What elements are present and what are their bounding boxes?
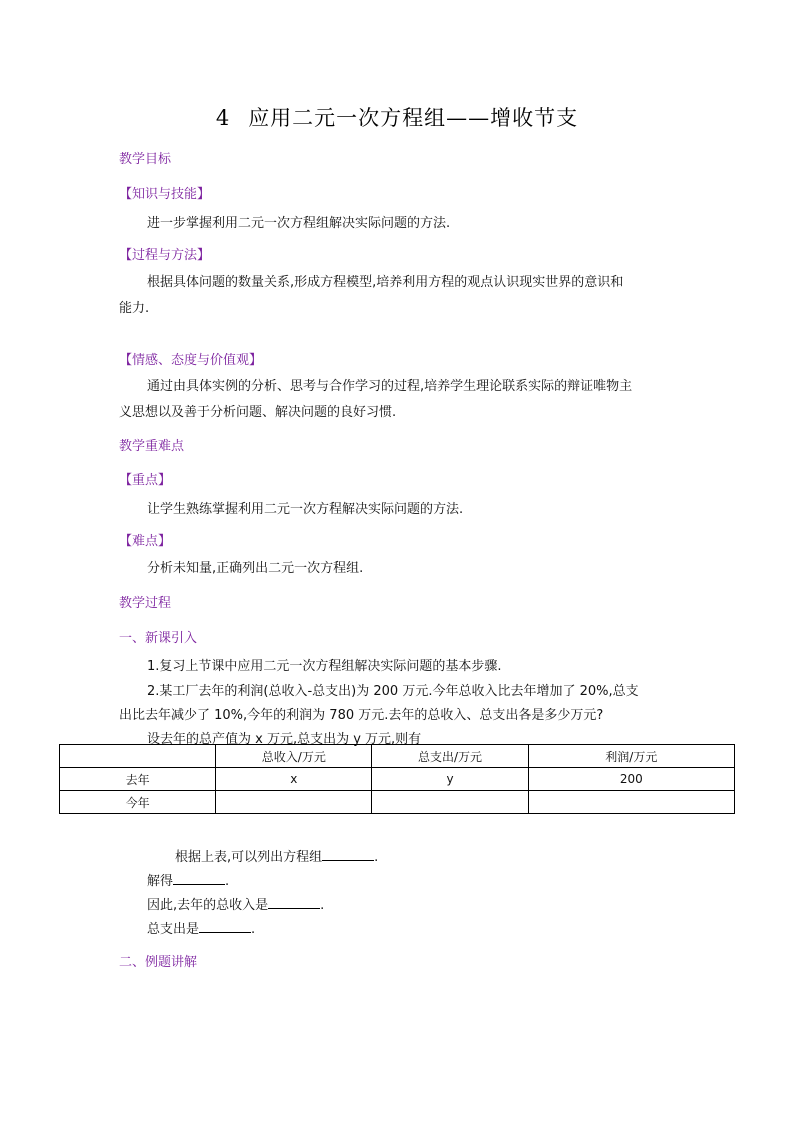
part2-heading: 二、例题讲解 [119,955,198,970]
section-goals-heading: 教学目标 [119,152,172,167]
knowledge-text: 进一步掌握利用二元一次方程组解决实际问题的方法. [147,216,451,231]
blank-line [173,872,225,885]
blank-line [322,848,374,861]
part1-item2-line1: 2.某工厂去年的利润(总收入-总支出)为 200 万元.今年总收入比去年增加了 20%,总支 [147,684,639,699]
table-row [60,768,735,791]
part1-item2-line2: 出比去年减少了 10%,今年的利润为 780 万元.去年的总收入、总支出各是多少万元? [119,708,604,723]
fill-total-expense: 总支出是 . [147,922,256,937]
emotion-line2: 义思想以及善于分析问题、解决问题的良好习惯. [119,405,397,420]
key-point-text: 让学生熟练掌握利用二元一次方程解决实际问题的方法. [147,502,464,517]
table-row [60,791,735,814]
difficult-point-text: 分析未知量,正确列出二元一次方程组. [147,561,364,576]
fill-equation-system: 根据上表,可以列出方程组 . [175,850,379,865]
section-process-heading: 教学过程 [119,596,172,611]
table-header-cell: 利润/万元 [528,745,734,768]
table-cell [528,791,734,814]
table-cell: y [372,768,528,791]
key-point-label: 【重点】 [119,473,172,488]
page-title [0,102,794,132]
knowledge-label: 【知识与技能】 [119,187,211,202]
fill-total-income: 因此,去年的总收入是 . [147,898,325,913]
difficult-point-label: 【难点】 [119,534,172,549]
part1-heading: 一、新课引入 [119,631,198,646]
table-header-cell [60,745,216,768]
table-header-cell: 总收入/万元 [216,745,372,768]
table-cell: 今年 [60,791,216,814]
process-method-line1: 根据具体问题的数量关系,形成方程模型,培养利用方程的观点认识现实世界的意识和 [147,275,624,290]
table-cell: 200 [528,768,734,791]
profit-table [59,744,735,814]
table-cell: 去年 [60,768,216,791]
section-focus-heading: 教学重难点 [119,439,185,454]
table-header-cell: 总支出/万元 [372,745,528,768]
process-method-label: 【过程与方法】 [119,248,211,263]
process-method-line2: 能力. [119,301,150,316]
emotion-label: 【情感、态度与价值观】 [119,353,263,368]
fill-solution: 解得 . [147,874,230,889]
blank-line [268,896,320,909]
lesson-title: 应用二元一次方程组——增收节支 [248,106,579,130]
blank-line [199,920,251,933]
lesson-number: 4 [215,106,231,130]
emotion-line1: 通过由具体实例的分析、思考与合作学习的过程,培养学生理论联系实际的辩证唯物主 [147,379,633,394]
part1-setup: 设去年的总产值为 x 万元,总支出为 y 万元,则有 [147,732,422,747]
table-cell: x [216,768,372,791]
table-header-row [60,745,735,768]
table-cell [372,791,528,814]
table-cell [216,791,372,814]
part1-item1: 1.复习上节课中应用二元一次方程组解决实际问题的基本步骤. [147,659,502,674]
